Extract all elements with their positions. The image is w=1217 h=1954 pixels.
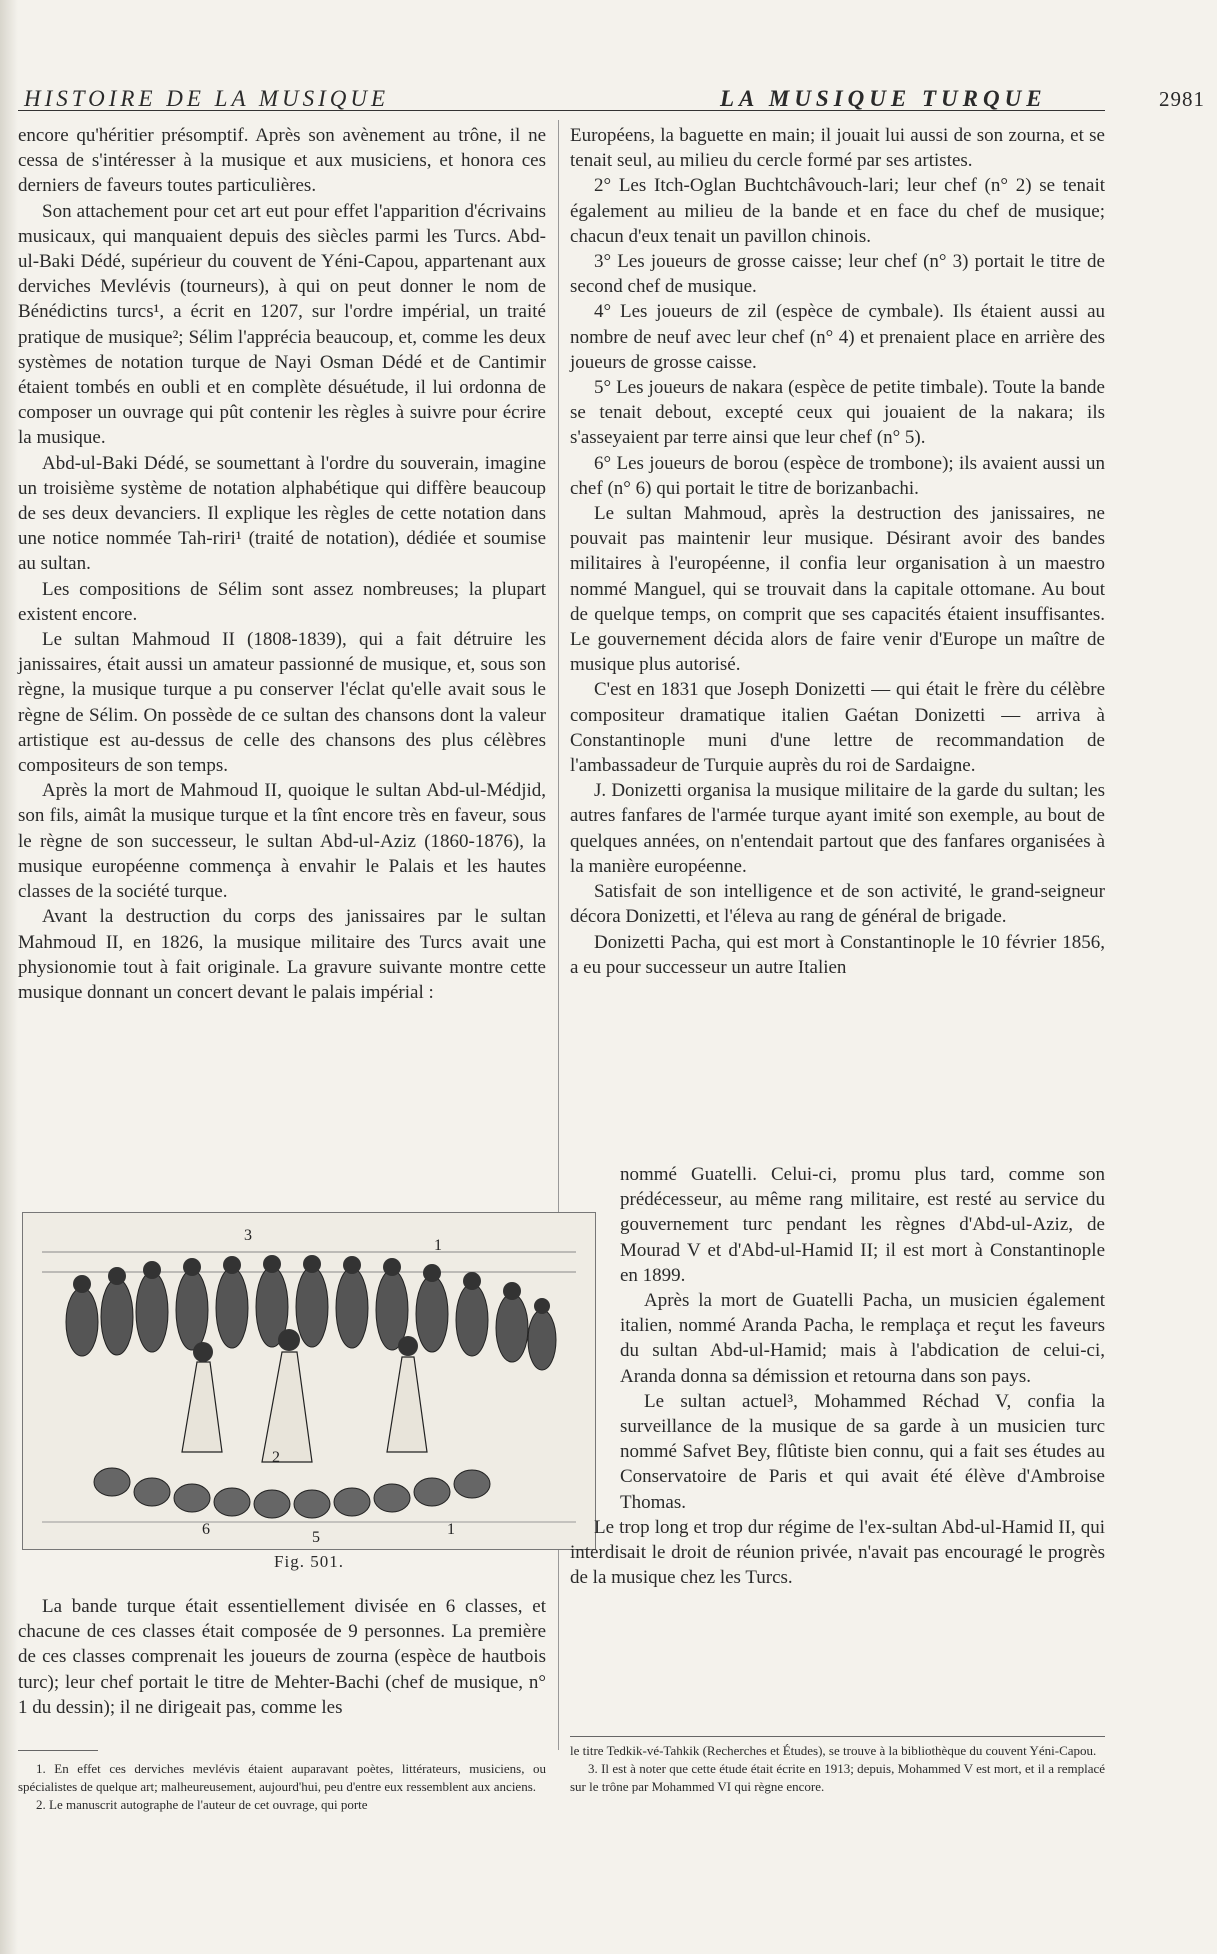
running-header: [18, 86, 1205, 111]
footnote: le titre Tedkik-vé-Tahkik (Recherches et Études), se trouve à la bibliothèque du couvent Yéni-Capou.: [570, 1743, 1097, 1758]
paragraph: J. Donizetti organisa la musique militaire de la garde du sultan; les autres fanfares de l'armée turque ayant imité son exemple, au bout de quelques années, on n'entendait partout que des fanfares organisées à la manière européenne.: [570, 780, 1105, 877]
footnotes-left: [18, 1760, 546, 1814]
right-column-wrapped: [570, 1162, 1105, 1590]
footnote-rule: [570, 1736, 1105, 1737]
paragraph: 5° Les joueurs de nakara (espèce de petite timbale). Toute la bande se tenait debout, excepté ceux qui jouaient de la nakara; ils s'asseyaient par terre ainsi que leur chef (n° 5).: [570, 377, 1105, 449]
footnote: 2. Le manuscrit autographe de l'auteur de cet ouvrage, qui porte: [36, 1797, 368, 1812]
footnote-rule: [18, 1750, 98, 1751]
paragraph: Le sultan Mahmoud, après la destruction des janissaires, ne pouvait pas maintenir leur musique. Désirant avoir des bandes militaires à l'européenne, il confia leur organisation à un maestro nommé Manguel, qui se trouvait dans la capitale ottomane. Au bout de quelque temps, on comprit que ses capacités étaient insuffisantes. Le gouvernement décida alors de faire venir d'Europe un maître de musique plus autorisé.: [570, 503, 1105, 676]
musicians-engraving: [22, 1212, 596, 1550]
paragraph: nommé Guatelli. Celui-ci, promu plus tard, comme son prédécesseur, au même rang militaire, est resté au service du gouvernement turc pendant les règnes d'Abd-ul-Aziz, de Mourad V et d'Abd-ul-Hamid II; il est mort à Constantinople en 1899.: [620, 1164, 1105, 1286]
paragraph: Donizetti Pacha, qui est mort à Constantinople le 10 février 1856, a eu pour successeur un autre Italien: [570, 931, 1105, 978]
header-left-title: HISTOIRE DE LA MUSIQUE: [24, 86, 390, 111]
page-edge-shadow: [0, 0, 18, 1954]
paragraph: Le sultan actuel³, Mohammed Réchad V, confia la surveillance de la musique de sa garde à un musicien turc nommé Safvet Bey, flûtiste bien connu, qui a fait ses études au Conservatoire de Paris et qui avait été élève d'Ambroise Thomas.: [620, 1390, 1105, 1513]
header-section-title: LA MUSIQUE TURQUE: [720, 86, 1047, 111]
paragraph: encore qu'héritier présomptif. Après son avènement au trône, il ne cessa de s'intéresser à la musique et aux musiciens, et honora ces derniers de faveurs toutes particulières.: [18, 125, 546, 197]
engraving-figure: [22, 1212, 596, 1590]
paragraph: 2° Les Itch-Oglan Buchtchâvouch-lari; leur chef (n° 2) se tenait également au milieu de la bande et en face du chef de musique; chacun d'eux tenait un pavillon chinois.: [570, 175, 1105, 247]
paragraph: C'est en 1831 que Joseph Donizetti — qui était le frère du célèbre compositeur dramatique italien Gaétan Donizetti — arriva à Constantinople muni d'une lettre de recommandation de l'ambassadeur de Turquie auprès du roi de Sardaigne.: [570, 679, 1105, 777]
paragraph: Son attachement pour cet art eut pour effet l'apparition d'écrivains musicaux, qui manquaient depuis des siècles parmi les Turcs. Abd-ul-Baki Dédé, supérieur du couvent de Yéni-Capou, appartenant aux derviches Mevlévis (tourneurs), à qui on peut donner le nom de Bénédictins turcs¹, a écrit en 1207, sur l'ordre impérial, un traité pratique de musique²; Sélim l'apprécia beaucoup, et, comme les deux systèmes de notation turque de Nayi Osman Dédé et de Cantimir étaient tombés en oubli et en complète désuétude, il lui ordonna de composer un ouvrage qui pût contenir les règles à suivre pour écrire la musique.: [18, 200, 546, 449]
figure-caption: Fig. 501.: [274, 1552, 344, 1571]
paragraph: Le sultan Mahmoud II (1808-1839), qui a fait détruire les janissaires, était aussi un amateur passionné de musique, et, sous son règne, la musique turque a pu conserver l'éclat qu'elle avait sous le règne de Sélim. On possède de ce sultan des chansons dont la valeur artistique est au-dessus de celle des chansons des plus célèbres compositeurs de son temps.: [18, 629, 546, 777]
page-number: 2981: [1159, 87, 1205, 111]
figure-label: 5: [312, 1529, 320, 1546]
figure-label: 6: [202, 1521, 210, 1538]
figure-label: 3: [244, 1227, 252, 1244]
paragraph: Européens, la baguette en main; il jouait lui aussi de son zourna, et se tenait seul, au milieu du cercle formé par ses artistes.: [570, 125, 1105, 172]
paragraph: Après la mort de Mahmoud II, quoique le sultan Abd-ul-Médjid, son fils, aimât la musique turque et la tînt encore très en faveur, sous le règne de son successeur, le sultan Abd-ul-Aziz (1860-1876), la musique européenne commença à envahir le Palais et les hautes classes de la société turque.: [18, 780, 546, 903]
paragraph: Après la mort de Guatelli Pacha, un musicien également italien, nommé Aranda Pacha, le remplaça et reçut les faveurs du sultan Abd-ul-Hamid; mais à l'abdication de celui-ci, Aranda donna sa démission et retourna dans son pays.: [620, 1290, 1105, 1387]
paragraph: Les compositions de Sélim sont assez nombreuses; la plupart existent encore.: [18, 578, 546, 625]
footnote: 1. En effet ces derviches mevlévis étaient auparavant poètes, littérateurs, musiciens, ou spécialistes de quelque art; malheureusement, aujourd'hui, peu d'entre eux ressemblent aux anciens.: [18, 1761, 546, 1794]
figure-label: 2: [272, 1449, 280, 1466]
paragraph: 6° Les joueurs de borou (espèce de trombone); ils avaient aussi un chef (n° 6) qui portait le titre de borizanbachi.: [570, 452, 1105, 499]
figure-label: 1: [434, 1237, 442, 1254]
footnote: 3. Il est à noter que cette étude était écrite en 1913; depuis, Mohammed V est mort, et il a remplacé sur le trône par Mohammed VI qui règne encore.: [570, 1761, 1105, 1794]
paragraph: 4° Les joueurs de zil (espèce de cymbale). Ils étaient aussi au nombre de neuf avec leur chef (n° 4) et prenaient place en arrière des joueurs de grosse caisse.: [570, 301, 1105, 373]
paragraph: 3° Les joueurs de grosse caisse; leur chef (n° 3) portait le titre de second chef de musique.: [570, 251, 1105, 298]
figure-label: 1: [447, 1521, 455, 1538]
left-column: [18, 123, 546, 1005]
paragraph: La bande turque était essentiellement divisée en 6 classes, et chacune de ces classes était composée de 9 personnes. La première de ces classes comprenait les joueurs de zourna (espèce de hautbois turc); leur chef portait le titre de Mehter-Bachi (chef de musique, n° 1 du dessin); il ne dirigeait pas, comme les: [18, 1596, 546, 1718]
paragraph: Avant la destruction du corps des janissaires par le sultan Mahmoud II, en 1826, la musique militaire des Turcs avait une physionomie tout à fait originale. La gravure suivante montre cette musique donnant un concert devant le palais impérial :: [18, 906, 546, 1003]
paragraph: Le trop long et trop dur régime de l'ex-sultan Abd-ul-Hamid II, qui interdisait le droit de réunion privée, n'avait pas encouragé le progrès de la musique chez les Turcs.: [570, 1516, 1105, 1589]
paragraph: Satisfait de son intelligence et de son activité, le grand-seigneur décora Donizetti, et l'éleva au rang de général de brigade.: [570, 881, 1105, 928]
left-column-continued: [18, 1594, 546, 1720]
text-wrap-around-figure: [620, 1162, 1105, 1515]
paragraph: Abd-ul-Baki Dédé, se soumettant à l'ordre du souverain, imagine un troisième système de notation alphabétique qui diffère beaucoup de ses deux devanciers. Il explique les règles de cette notation dans une notice nommée Tah-riri¹ (traité de notation), dédiée et soumise au sultan.: [18, 452, 546, 575]
footnotes-right: [570, 1742, 1105, 1796]
right-column: [570, 123, 1105, 980]
